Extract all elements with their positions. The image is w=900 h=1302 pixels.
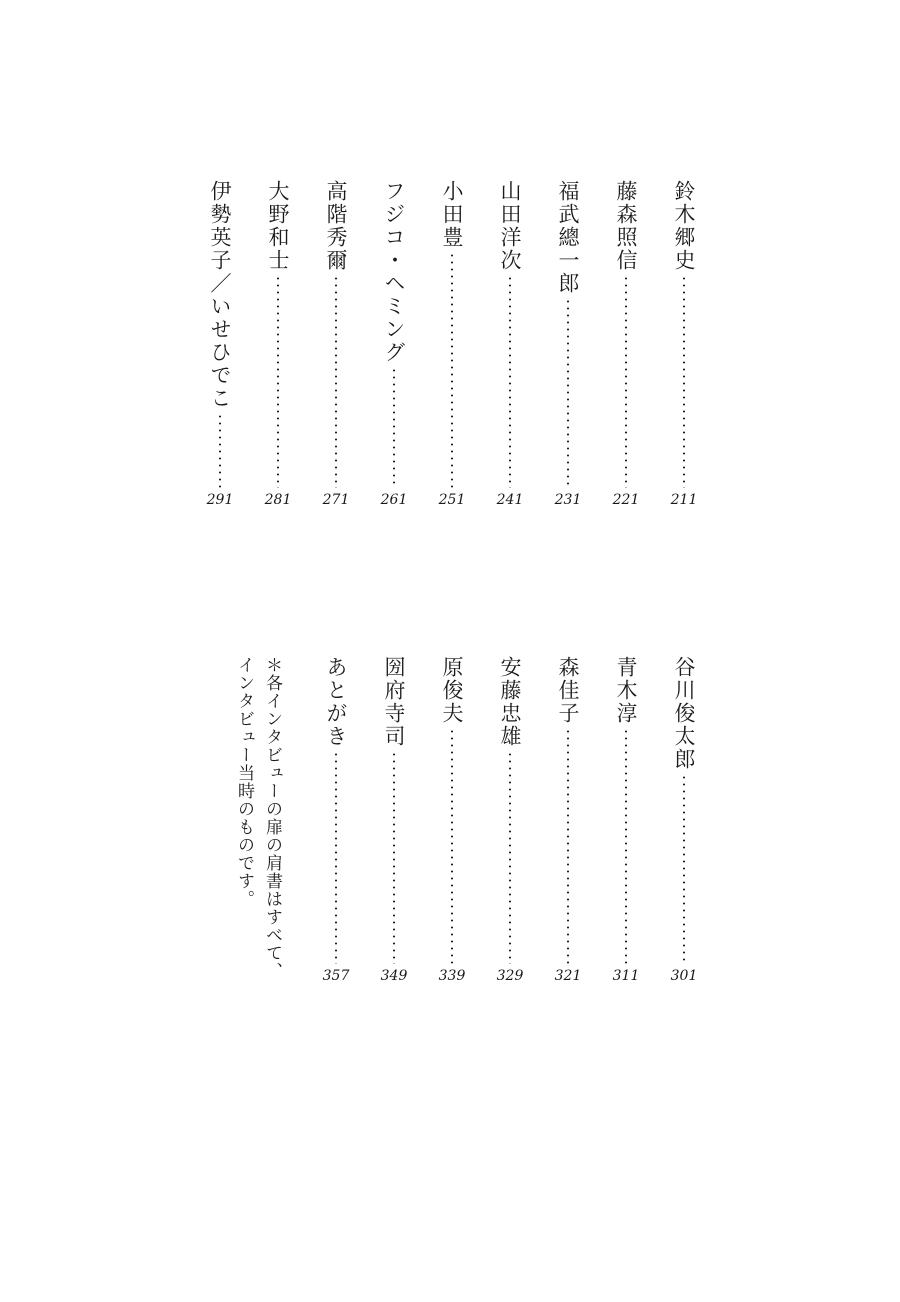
footnote: ＊各インタビューの扉の肩書はすべて、インタビュー当時のものです。 <box>234 656 282 980</box>
toc-entry-page: 271 <box>322 492 350 508</box>
toc-entry-page: 301 <box>670 968 698 984</box>
toc-entry <box>664 656 704 984</box>
toc-entry-name: 圀府寺司 <box>382 656 406 748</box>
toc-entry-page: 281 <box>264 492 292 508</box>
toc-entry-name: 安藤忠雄 <box>498 656 522 748</box>
toc-entry-name: 青木淳 <box>614 656 638 725</box>
toc-entry-page: 261 <box>380 492 408 508</box>
toc-entry <box>432 656 472 984</box>
toc-entry <box>664 180 704 508</box>
toc-entry-name: 森佳子 <box>556 656 580 725</box>
toc-entry-name: フジコ・ヘミング <box>382 180 406 364</box>
toc-entry <box>374 656 414 984</box>
toc-entry-page: 251 <box>438 492 466 508</box>
toc-entry <box>548 180 588 508</box>
toc-entry <box>316 180 356 508</box>
toc-entry <box>374 180 414 508</box>
toc-entry <box>200 180 240 508</box>
toc-entry <box>606 180 646 508</box>
dot-leader <box>625 728 627 964</box>
dot-leader <box>451 728 453 964</box>
toc-entry-name: 藤森照信 <box>614 180 638 272</box>
toc-entry-name: 鈴木郷史 <box>672 180 696 272</box>
dot-leader <box>335 751 337 964</box>
toc-entry <box>316 656 356 984</box>
toc-entry-name: 谷川俊太郎 <box>672 656 696 771</box>
dot-leader <box>277 275 279 488</box>
toc-entry-name: 原俊夫 <box>440 656 464 725</box>
toc-entry-page: 291 <box>206 492 234 508</box>
dot-leader <box>567 298 569 488</box>
dot-leader <box>393 751 395 964</box>
toc-entry-name: 高階秀爾 <box>324 180 348 272</box>
toc-entry-name: あとがき <box>324 656 348 748</box>
toc-entry-page: 357 <box>322 968 350 984</box>
toc-entry-name: 伊勢英子／いせひでこ <box>208 180 232 410</box>
dot-leader <box>509 275 511 488</box>
dot-leader <box>509 751 511 964</box>
dot-leader <box>567 728 569 964</box>
dot-leader <box>335 275 337 488</box>
toc-entry-name: 小田豊 <box>440 180 464 249</box>
dot-leader <box>219 413 221 488</box>
toc-entry-page: 321 <box>554 968 582 984</box>
toc-entry-page: 231 <box>554 492 582 508</box>
toc-entry-page: 211 <box>670 492 698 508</box>
toc-entry-page: 339 <box>438 968 466 984</box>
toc-entry-page: 329 <box>496 968 524 984</box>
dot-leader <box>683 275 685 488</box>
toc-entry <box>432 180 472 508</box>
dot-leader <box>683 774 685 964</box>
toc-entry <box>490 180 530 508</box>
toc-entry-name: 福武總一郎 <box>556 180 580 295</box>
toc-entry <box>258 180 298 508</box>
dot-leader <box>451 252 453 488</box>
toc-entry-page: 241 <box>496 492 524 508</box>
toc-entry-name: 大野和士 <box>266 180 290 272</box>
dot-leader <box>625 275 627 488</box>
dot-leader <box>393 367 395 488</box>
toc-entry-name: 山田洋次 <box>498 180 522 272</box>
toc-entry <box>548 656 588 984</box>
toc-entry <box>490 656 530 984</box>
toc-entry-page: 349 <box>380 968 408 984</box>
toc-entry-page: 311 <box>612 968 640 984</box>
toc-entry-page: 221 <box>612 492 640 508</box>
toc-entry <box>606 656 646 984</box>
